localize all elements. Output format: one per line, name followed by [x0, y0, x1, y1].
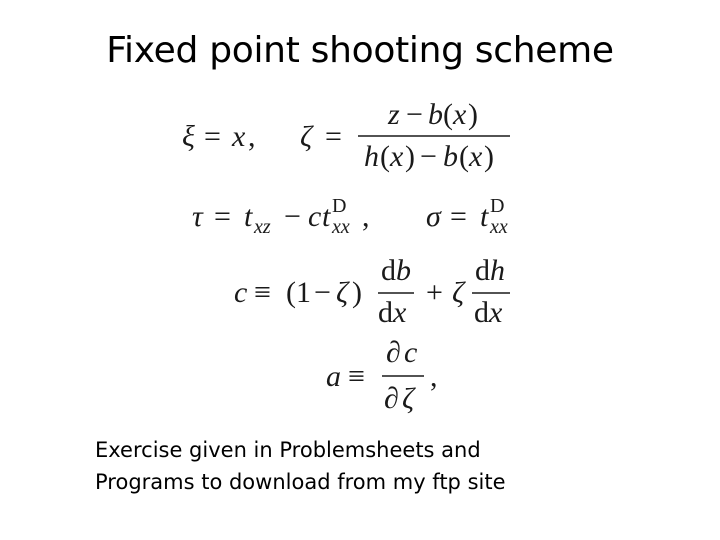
svg-text:,: , — [248, 120, 256, 153]
svg-text:σ: σ — [426, 200, 441, 233]
svg-text:t: t — [322, 200, 331, 233]
svg-text:ζ: ζ — [402, 382, 415, 415]
svg-text:d: d — [378, 296, 393, 329]
svg-text:x: x — [393, 296, 407, 329]
svg-text:d: d — [474, 296, 489, 329]
svg-text:ζ: ζ — [336, 276, 349, 309]
svg-text:ξ: ξ — [182, 120, 195, 153]
svg-text:d: d — [475, 254, 490, 287]
svg-text:b: b — [443, 140, 458, 173]
svg-text:−: − — [284, 200, 301, 233]
svg-text:(: ( — [380, 140, 390, 173]
svg-text:−: − — [420, 140, 437, 173]
svg-text:xx: xx — [332, 216, 350, 238]
caption-text — [95, 434, 506, 498]
svg-text:ζ: ζ — [300, 120, 313, 153]
svg-text:(: ( — [443, 98, 453, 131]
svg-text:+: + — [426, 276, 443, 309]
svg-text:ζ: ζ — [452, 276, 465, 309]
svg-text:): ) — [405, 140, 415, 173]
equation-c-definition — [232, 256, 517, 331]
svg-text:−: − — [406, 98, 423, 131]
svg-text:=: = — [325, 120, 342, 153]
svg-text:D: D — [490, 195, 505, 217]
svg-text:c: c — [234, 276, 248, 309]
svg-text:∂: ∂ — [386, 336, 401, 369]
svg-text:b: b — [428, 98, 443, 131]
svg-text:x: x — [390, 140, 404, 173]
svg-text:x: x — [232, 120, 246, 153]
svg-text:h: h — [490, 254, 505, 287]
svg-text:x: x — [469, 140, 483, 173]
slide-title: Fixed point shooting scheme — [106, 30, 614, 71]
svg-text:(: ( — [459, 140, 469, 173]
svg-text:=: = — [450, 200, 467, 233]
svg-text:a: a — [326, 360, 341, 393]
svg-text:xz: xz — [254, 216, 271, 238]
svg-text:x: x — [489, 296, 503, 329]
equation-a-definition — [324, 338, 454, 416]
svg-text:d: d — [381, 254, 396, 287]
svg-text:z: z — [388, 98, 400, 131]
equation-stress-definitions — [192, 192, 537, 242]
svg-text:,: , — [430, 360, 438, 393]
svg-text:xx: xx — [490, 216, 508, 238]
svg-text:x: x — [453, 98, 467, 131]
svg-text:): ) — [352, 276, 362, 309]
svg-text:−: − — [314, 276, 331, 309]
svg-text:D: D — [332, 195, 347, 217]
svg-text:): ) — [468, 98, 478, 131]
svg-text:(: ( — [286, 276, 296, 309]
equation-coordinate-transform — [180, 96, 520, 176]
svg-text:=: = — [214, 200, 231, 233]
svg-text:=: = — [204, 120, 221, 153]
caption-line-1: Exercise given in Problemsheets and — [95, 438, 481, 462]
svg-text:t: t — [244, 200, 253, 233]
svg-text:∂: ∂ — [384, 382, 399, 415]
caption-line-2: Programs to download from my ftp site — [95, 470, 506, 494]
svg-text:c: c — [404, 336, 418, 369]
svg-text:,: , — [362, 200, 370, 233]
svg-text:b: b — [396, 254, 411, 287]
svg-text:1: 1 — [296, 276, 311, 309]
svg-text:h: h — [364, 140, 379, 173]
svg-text:c: c — [308, 200, 322, 233]
svg-text:t: t — [480, 200, 489, 233]
svg-text:≡: ≡ — [348, 360, 365, 393]
svg-text:≡: ≡ — [254, 276, 271, 309]
svg-text:τ: τ — [192, 200, 203, 233]
svg-text:): ) — [484, 140, 494, 173]
